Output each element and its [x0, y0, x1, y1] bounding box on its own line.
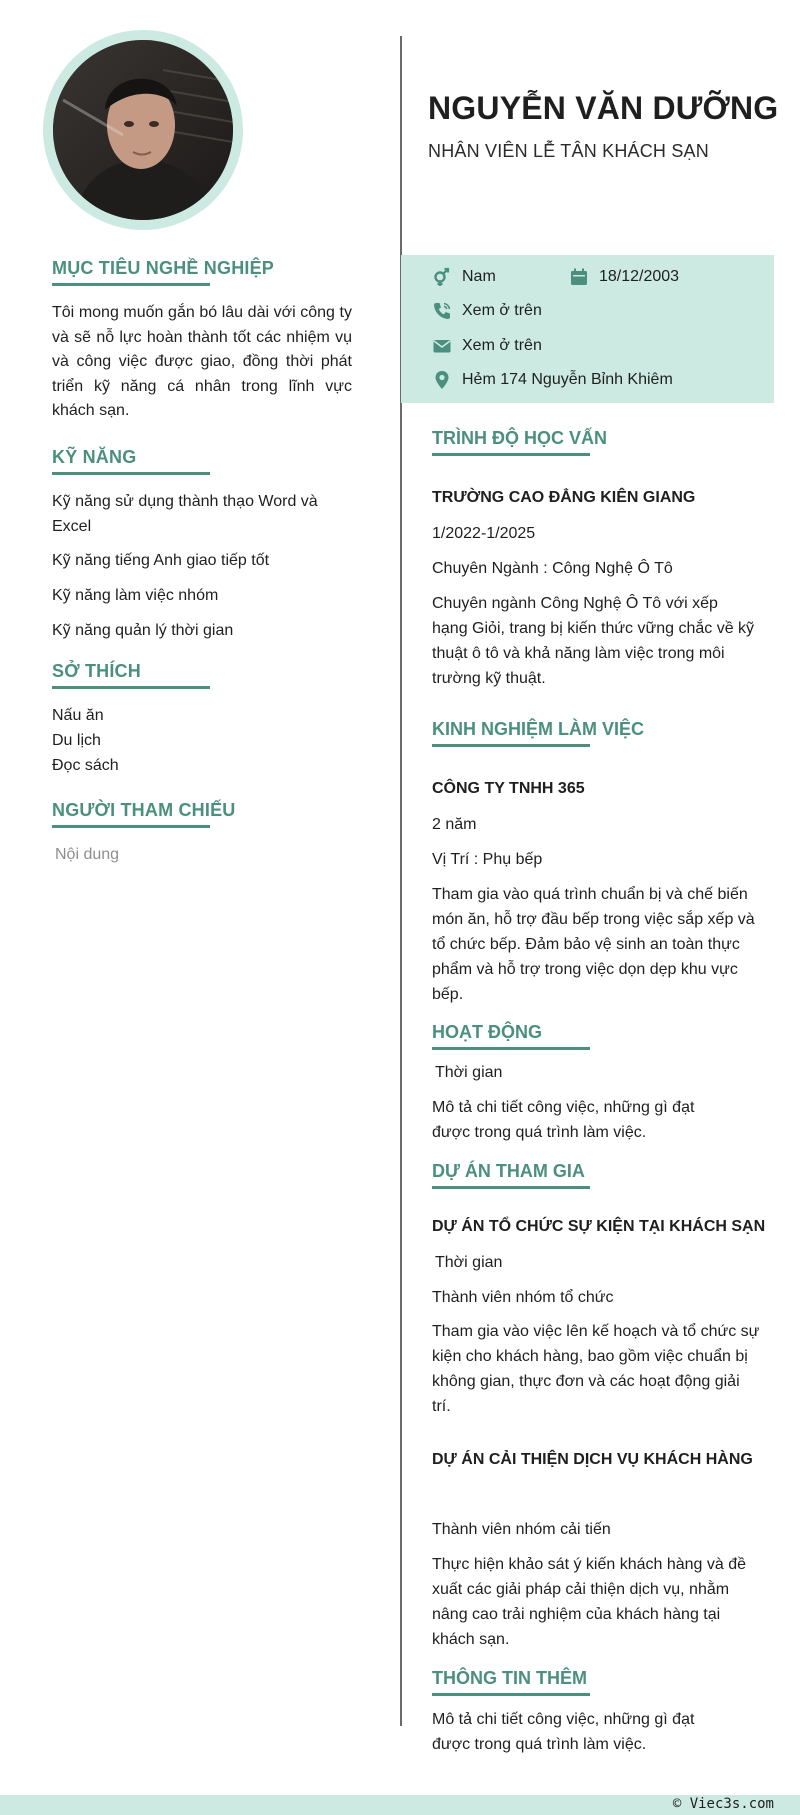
candidate-title: NHÂN VIÊN LỄ TÂN KHÁCH SẠN [428, 141, 709, 161]
projects-underline [432, 1186, 590, 1189]
skill-item: Kỹ năng tiếng Anh giao tiếp tốt [52, 552, 270, 569]
career-goal-text: Tôi mong muốn gắn bó lâu dài với công ty và sẽ nỗ lực hoàn thành tốt các nhiệm vụ và công việc được giao, đồng thời phát triển kỹ năng cá nhân trong lĩnh vực khách sạn. [52, 304, 352, 419]
gender-value: Nam [462, 268, 496, 285]
activities-description-placeholder: Mô tả chi tiết công việc, những gì đạt được trong quá trình làm việc. [432, 1099, 695, 1141]
education-underline [432, 453, 590, 456]
phone-value: Xem ở trên [462, 302, 542, 319]
footer-bar [0, 1795, 800, 1815]
birthdate-value: 18/12/2003 [599, 268, 680, 285]
skill-item: Kỹ năng làm việc nhóm [52, 587, 219, 604]
project-name: DỰ ÁN TỔ CHỨC SỰ KIỆN TẠI KHÁCH SẠN [432, 1218, 766, 1235]
calendar-icon [569, 267, 589, 287]
hobbies-heading: SỞ THÍCH [52, 661, 141, 681]
contact-birthdate [569, 267, 679, 287]
hobbies-underline [52, 686, 210, 689]
experience-position: Vị Trí : Phụ bếp [432, 851, 543, 868]
additional-placeholder: Mô tả chi tiết công việc, những gì đạt được trong quá trình làm việc. [432, 1711, 695, 1753]
location-icon [432, 370, 452, 390]
address-value: Hẻm 174 Nguyễn Bỉnh Khiêm [462, 371, 673, 388]
activities-heading: HOẠT ĐỘNG [432, 1022, 542, 1042]
candidate-name: NGUYỄN VĂN DƯỠNG [428, 90, 779, 126]
project-name: DỰ ÁN CẢI THIỆN DỊCH VỤ KHÁCH HÀNG [432, 1451, 753, 1468]
skills-underline [52, 472, 210, 475]
additional-underline [432, 1693, 590, 1696]
experience-duration: 2 năm [432, 816, 477, 833]
project-role: Thành viên nhóm tổ chức [432, 1289, 614, 1306]
education-period: 1/2022-1/2025 [432, 525, 536, 542]
email-icon [432, 336, 452, 356]
contact-phone [432, 301, 542, 321]
avatar [53, 40, 233, 220]
contact-email [432, 336, 542, 356]
project-role: Thành viên nhóm cải tiến [432, 1521, 611, 1538]
skill-item: Kỹ năng sử dụng thành thạo Word và Excel [52, 493, 318, 535]
email-value: Xem ở trên [462, 337, 542, 354]
project-description: Thực hiện khảo sát ý kiến khách hàng và đề xuất các giải pháp cải thiện dịch vụ, nhằm nâng cao trải nghiệm của khách hàng tại khách sạn. [432, 1556, 747, 1648]
skills-heading: KỸ NĂNG [52, 447, 137, 467]
experience-heading: KINH NGHIỆM LÀM VIỆC [432, 719, 645, 739]
references-heading: NGƯỜI THAM CHIẾU [52, 800, 236, 820]
gender-icon [432, 267, 452, 287]
experience-company: CÔNG TY TNHH 365 [432, 780, 585, 797]
footer-credit: © Viec3s.com [672, 1796, 774, 1812]
projects-heading: DỰ ÁN THAM GIA [432, 1161, 585, 1181]
avatar-frame [43, 30, 243, 230]
contact-address [432, 370, 673, 390]
career-goal-heading: MỤC TIÊU NGHỀ NGHIỆP [52, 258, 275, 278]
career-goal-underline [52, 283, 210, 286]
references-placeholder: Nội dung [55, 846, 120, 863]
project-time-placeholder: Thời gian [435, 1254, 503, 1271]
hobby-item: Nấu ăn [52, 707, 104, 724]
additional-heading: THÔNG TIN THÊM [432, 1668, 587, 1688]
education-description: Chuyên ngành Công Nghệ Ô Tô với xếp hạng Giỏi, trang bị kiến thức vững chắc về kỹ thuật ô tô và khả năng làm việc trong môi trường kỹ thuật. [432, 595, 755, 687]
hobby-item: Du lịch [52, 732, 101, 749]
education-major: Chuyên Ngành : Công Nghệ Ô Tô [432, 560, 673, 577]
phone-icon [432, 301, 452, 321]
project-description: Tham gia vào việc lên kế hoạch và tổ chức sự kiện cho khách hàng, bao gồm việc chuẩn bị không gian, thực đơn và các hoạt động giải trí. [432, 1323, 760, 1415]
activities-time-placeholder: Thời gian [435, 1064, 503, 1081]
hobby-item: Đọc sách [52, 757, 119, 774]
skill-item: Kỹ năng quản lý thời gian [52, 622, 234, 639]
education-school: TRƯỜNG CAO ĐẲNG KIÊN GIANG [432, 489, 696, 506]
references-underline [52, 825, 210, 828]
experience-underline [432, 744, 590, 747]
experience-description: Tham gia vào quá trình chuẩn bị và chế biến món ăn, hỗ trợ đầu bếp trong việc sắp xếp và tổ chức bếp. Đảm bảo vệ sinh an toàn thực phẩm và hỗ trợ trong việc dọn dẹp khu vực bếp. [432, 886, 755, 1003]
education-heading: TRÌNH ĐỘ HỌC VẤN [432, 428, 607, 448]
contact-gender [432, 267, 496, 287]
activities-underline [432, 1047, 590, 1050]
